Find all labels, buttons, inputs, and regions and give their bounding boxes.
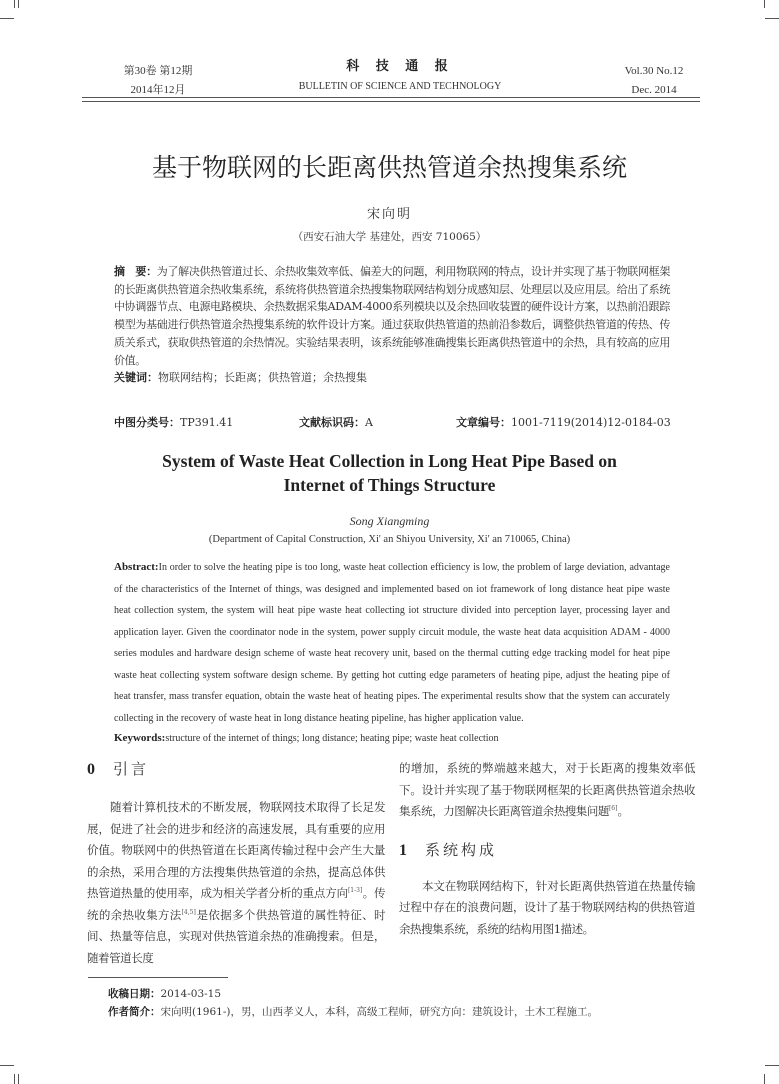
citation: [6]: [608, 805, 618, 813]
header-rule: [82, 101, 700, 102]
paragraph-text: 是依据多个供热管道的属性特征、时间、热量等信息，实现对供热管道余热的准确搜索。但是，随着管道长度: [87, 907, 385, 965]
journal-name-cn: 科 技 通 报: [346, 59, 454, 74]
abstract-en-text: In order to solve the heating pipe is too long, waste heat collection efficiency is low, the problem of large deviation, advantage of the characteristics of the Internet of things, was designed and implemented based on iot framework of long distance heat pipe waste heat collection system, the system will heat pipe waste heat collecting iot structure divided into perception layer, processing layer and application layer. Given the coordinator node in the system, power supply circuit module, the waste heat data acquisition ADAM - 4000 series modules and hardware design scheme of waste heat recovery unit, based on the thermal cutting edge tracking model for heat pipe waste heat collecting system software design scheme. By getting hot cutting edge parameters of heating pipe, adjust the heating pipe of heat transfer, mass transfer equation, obtain the waste heat of heating pipes. The experimental results show that the system can accurately collecting in the recovery of waste heat in long distance heating pipeline, has higher application value.: [114, 561, 670, 725]
classification-row: [114, 414, 670, 432]
keywords-cn-text: 物联网结构；长距离；供热管道；余热搜集: [158, 371, 367, 385]
citation: [1-3]: [347, 887, 363, 895]
body-paragraph: [87, 797, 385, 969]
received-date: [108, 985, 698, 1003]
keywords-en: [114, 730, 670, 747]
article-no-label: 文章编号：: [456, 415, 511, 429]
date-en: Dec. 2014: [631, 84, 677, 96]
header-center: [250, 58, 550, 94]
section-heading-1: [399, 839, 695, 862]
clc-label: 中图分类号：: [114, 415, 180, 429]
received-label: 收稿日期：: [108, 988, 161, 1000]
abstract-cn-label: 摘 要：: [114, 265, 157, 278]
header-right: [609, 62, 699, 100]
crop-mark: [0, 1065, 14, 1066]
bio-label: 作者简介：: [108, 1006, 161, 1018]
header-left: [108, 62, 208, 100]
title-en-line2: Internet of Things Structure: [283, 474, 496, 495]
date-cn: 2014年12月: [130, 84, 186, 96]
body-paragraph: 本文在物联网结构下，针对长距离供热管道在热量传输过程中存在的浪费问题，设计了基于物联网结构的供热管道余热搜集系统，系统的结构用图1描述。: [399, 878, 695, 936]
keywords-cn-label: 关键词：: [114, 371, 158, 385]
article-number: [456, 414, 671, 432]
citation: [4,5]: [181, 908, 196, 916]
doc-code-label: 文献标识码：: [299, 415, 365, 429]
section-title: 系统构成: [425, 840, 498, 859]
crop-mark: [18, 1074, 19, 1084]
section-number: 0: [87, 761, 95, 778]
footnote: [88, 977, 698, 1021]
paragraph-text: 。: [617, 804, 629, 818]
doc-code-value: A: [365, 415, 373, 429]
author-en: Song Xiangming: [349, 513, 430, 528]
footnote-rule: [88, 977, 228, 978]
affiliation-cn: （西安石油大学 基建处，西安 710065）: [292, 231, 487, 243]
crop-mark: [765, 18, 779, 19]
crop-mark: [764, 1074, 765, 1084]
body-column-left: [87, 758, 385, 969]
section-number: 1: [399, 841, 407, 859]
crop-mark: [764, 0, 765, 8]
article-no-value: 1001-7119(2014)12-0184-03: [511, 415, 671, 429]
volume-en: Vol.30 No.12: [624, 65, 684, 77]
keywords-en-text: structure of the internet of things; long distance; heating pipe; waste heat collection: [165, 732, 499, 744]
crop-mark: [765, 1065, 779, 1066]
author-cn: 宋向明: [366, 207, 412, 222]
abstract-cn: [114, 263, 670, 369]
abstract-cn-text: 为了解决供热管道过长、余热收集效率低、偏差大的问题，利用物联网的特点，设计并实现了基于物联网框架的长距离供热管道余热收集系统，系统将供热管道余热搜集物联网结构划分成感知层、处理层以及应用层。给出了系统中协调器节点、电源电路模块、余热数据采集ADAM-4000系列模块以及余热回收装置的硬件设计方案，以热前沿跟踪模型为基础进行供热管道余热搜集系统的软件设计方案。通过获取供热管道的热前沿参数后，调整供热管道的传热、传质关系式，获取供热管道的余热情况。实验结果表明，该系统能够准确搜集长距离供热管道中的余热，具有较高的应用价值。: [114, 265, 670, 367]
clc-value: TP391.41: [180, 415, 234, 429]
journal-name-en: BULLETIN OF SCIENCE AND TECHNOLOGY: [298, 81, 502, 92]
crop-mark: [14, 0, 15, 8]
body-paragraph-continued: [399, 758, 695, 823]
header-rule: [82, 97, 700, 98]
paper-title-en: [0, 449, 779, 497]
abstract-en: [114, 557, 670, 730]
crop-mark: [18, 0, 19, 8]
volume-cn: 第30卷 第12期: [123, 65, 193, 77]
author-bio: [108, 1003, 698, 1021]
section-heading-0: [87, 758, 385, 781]
bio-value: 宋向明(1961-)，男，山西孝义人，本科，高级工程师，研究方向：建筑设计，土木工程施工。: [160, 1006, 598, 1018]
paragraph-text: 随着计算机技术的不断发展，物联网技术取得了长足发展，促进了社会的进步和经济的高速发展，具有重要的应用价值。物联网中的供热管道在长距离传输过程中会产生大量的余热，采用合理的方法搜集供热管道的余热，提高总体供热管道热量的使用率，成为相关学者分析的重点方向: [87, 800, 385, 900]
crop-mark: [14, 1074, 15, 1084]
front-matter: [114, 148, 670, 747]
body-column-right: [399, 758, 695, 940]
affiliation-en: (Department of Capital Construction, Xi' an Shiyou University, Xi' an 710065, China): [208, 533, 571, 545]
section-title: 引言: [113, 760, 150, 778]
crop-mark: [0, 18, 14, 19]
title-en-line1: System of Waste Heat Collection in Long Heat Pipe Based on: [162, 450, 617, 471]
clc-number: [114, 414, 233, 432]
keywords-cn: [114, 369, 670, 387]
abstract-en-label: Abstract:: [114, 560, 159, 573]
paragraph-text: 。传统的余热收集方法: [87, 886, 385, 922]
keywords-en-label: Keywords:: [114, 731, 166, 744]
received-value: 2014-03-15: [160, 988, 222, 1000]
paper-title-cn: 基于物联网的长距离供热管道余热搜集系统: [151, 153, 627, 182]
document-code: [299, 414, 373, 432]
paragraph-text: 的增加，系统的弊端越来越大，对于长距离的搜集效率低下。设计并实现了基于物联网框架的长距离供热管道余热收集系统，力图解决长距离管道余热搜集问题: [399, 761, 695, 818]
